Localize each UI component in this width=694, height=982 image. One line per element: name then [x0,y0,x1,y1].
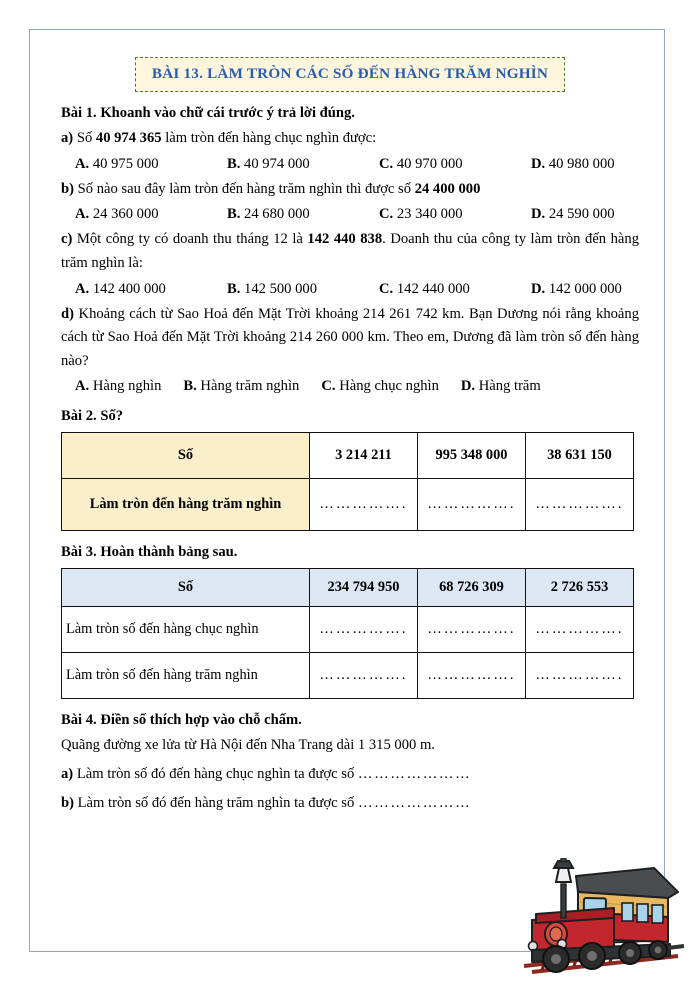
bai3-header-label: Số [62,569,310,607]
option-letter: B. [227,206,241,223]
bai1-d-option-C[interactable] [321,378,439,395]
bai1-c-option-D[interactable] [531,281,622,298]
option-text: Hàng trăm nghìn [200,378,300,395]
bai3-table [61,568,634,699]
bai3-heading: Bài 3. Hoàn thành bảng sau. [61,544,238,561]
option-letter: C. [379,206,394,223]
bai3-number-1: 68 726 309 [418,569,526,607]
option-letter: C. [321,378,336,395]
option-letter: D. [531,155,546,172]
bai1-d-label: d) [61,305,74,322]
option-text: 40 980 000 [548,155,615,172]
option-text: 142 400 000 [92,280,166,297]
bai1-d-text: Khoảng cách từ Sao Hoả đến Mặt Trời khoảng 214 261 742 km. Bạn Dương nói rằng khoảng cách từ Sao Hoả đến Mặt Trời khoảng 214 260 000 km. Theo em, Dương đã làm tròn số đến hàng nào? [61,305,639,369]
bai1-a-option-D[interactable] [531,156,615,173]
table-row [62,607,634,653]
bai4-b-line [61,792,639,816]
bai2-number-2: 38 631 150 [526,433,634,479]
option-text: 142 000 000 [548,280,622,297]
option-letter: D. [460,378,476,395]
table-row [62,569,634,607]
bai1-b-question [61,178,639,202]
bai1-c-number: 142 440 838 [307,231,383,248]
bai1-a-options [61,156,639,173]
bai2-heading: Bài 2. Số? [61,408,124,425]
option-text: 142 500 000 [244,280,318,297]
bai1-c-prefix: Một công ty có doanh thu tháng 12 là [76,231,308,248]
lamp-icon [554,858,573,918]
option-text: 142 440 000 [396,280,470,297]
bai1-b-option-A[interactable] [75,206,227,223]
option-text: 40 974 000 [244,155,310,172]
bai3-answer-1-2[interactable]: ……………. [526,653,634,699]
bai2-table [61,432,634,531]
bai1-d-option-A[interactable] [75,378,161,395]
bai1-a-option-C[interactable] [379,156,531,173]
bai1-c-question [61,228,639,275]
bai3-answer-1-1[interactable]: ……………. [418,653,526,699]
bai2-row-label-1: Làm tròn đến hàng trăm nghìn [62,479,310,531]
option-letter: D. [531,206,546,223]
title-box [135,57,565,92]
option-text: 24 360 000 [92,206,159,223]
bai3-answer-1-0[interactable]: ……………. [310,653,418,699]
bai2-answer-2[interactable]: ……………. [526,479,634,531]
bai1-heading: Bài 1. Khoanh vào chữ cái trước ý trả lời đúng. [61,105,355,121]
bai1-a-prefix: Số [76,130,96,146]
bai4-intro: Quãng đường xe lửa từ Hà Nội đến Nha Trang dài 1 315 000 m. [61,737,435,754]
bai4-a-line [61,763,639,787]
bai4-a-label: a) [61,766,74,783]
option-text: 24 590 000 [548,206,615,223]
bai4-b-answer-blank[interactable]: ………………… [357,794,472,811]
bai1-a-number: 40 974 365 [95,130,162,146]
table-row [62,433,634,479]
option-letter: A. [75,206,90,223]
bai1-b-option-D[interactable] [531,206,615,223]
bai1-d-question [61,303,639,374]
bai1-a-option-B[interactable] [227,156,379,173]
bai1-c-option-C[interactable] [379,281,531,298]
bai1-a-question [61,127,639,151]
bai1-c-option-B[interactable] [227,281,379,298]
bai1-a-suffix: làm tròn đến hàng chục nghìn được: [161,130,377,146]
coupling [668,946,684,948]
bai2-row-label-0: Số [62,433,310,479]
bai2-number-1: 995 348 000 [418,433,526,479]
option-letter: A. [75,280,90,297]
page-frame [29,29,665,952]
bai1-d-option-D[interactable] [461,378,541,395]
option-letter: C. [379,280,394,297]
option-text: Hàng nghìn [92,378,162,395]
bai3-answer-0-2[interactable]: ……………. [526,607,634,653]
page-title: BÀI 13. LÀM TRÒN CÁC SỐ ĐẾN HÀNG TRĂM NGHÌN [151,65,549,82]
title-banner [61,57,639,92]
boiler-face-inner [550,927,562,941]
option-letter: B. [183,378,197,395]
option-text: 40 970 000 [396,155,463,172]
bai4-a-answer-blank[interactable]: ………………… [357,766,472,783]
bai3-row-label-1: Làm tròn số đến hàng trăm nghìn [62,653,310,699]
bai1-c-suffix: . Doanh thu của công ty làm tròn đến hàng trăm nghìn là: [61,231,639,271]
bai1-b-option-B[interactable] [227,206,379,223]
table-row [62,479,634,531]
bai1-d-option-B[interactable] [183,378,299,395]
option-letter: D. [531,280,546,297]
option-letter: B. [227,280,241,297]
bai1-b-label: b) [61,180,74,197]
bai1-b-option-C[interactable] [379,206,531,223]
option-text: 23 340 000 [396,206,463,223]
bai1-b-prefix: Số nào sau đây làm tròn đến hàng trăm nghìn thì được số [77,180,415,197]
option-text: 40 975 000 [92,155,159,172]
bai1-b-number: 24 400 000 [414,180,481,197]
option-letter: C. [379,155,394,172]
bai1-a-label: a) [61,130,74,146]
bai4-a-text: Làm tròn số đó đến hàng chục nghìn ta được số [76,766,358,783]
bai3-number-2: 2 726 553 [526,569,634,607]
train-illustration [518,858,690,978]
bai3-answer-0-0[interactable]: ……………. [310,607,418,653]
table-row [62,653,634,699]
bai1-a-option-A[interactable] [75,156,227,173]
worksheet-content [61,30,639,815]
bai4-heading: Bài 4. Điền số thích hợp vào chỗ chấm. [61,712,302,729]
option-letter: B. [227,155,241,172]
option-text: Hàng trăm [478,378,541,395]
bai4-b-label: b) [61,794,74,811]
bai3-answer-0-1[interactable]: ……………. [418,607,526,653]
bai2-number-0: 3 214 211 [310,433,418,479]
bai2-answer-0[interactable]: ……………. [310,479,418,531]
option-text: Hàng chục nghìn [339,378,439,395]
bai3-number-0: 234 794 950 [310,569,418,607]
bai1-c-options [61,281,639,298]
bai1-c-option-A[interactable] [75,281,227,298]
option-text: 24 680 000 [244,206,310,223]
option-letter: A. [75,378,90,395]
bai3-row-label-0: Làm tròn số đến hàng chục nghìn [62,607,310,653]
option-letter: A. [75,155,90,172]
bai1-c-label: c) [61,231,73,248]
bai1-b-options [61,206,639,223]
bai4-b-text: Làm tròn số đó đến hàng trăm nghìn ta được số [77,794,358,811]
bai2-answer-1[interactable]: ……………. [418,479,526,531]
bai1-d-options [61,378,639,395]
